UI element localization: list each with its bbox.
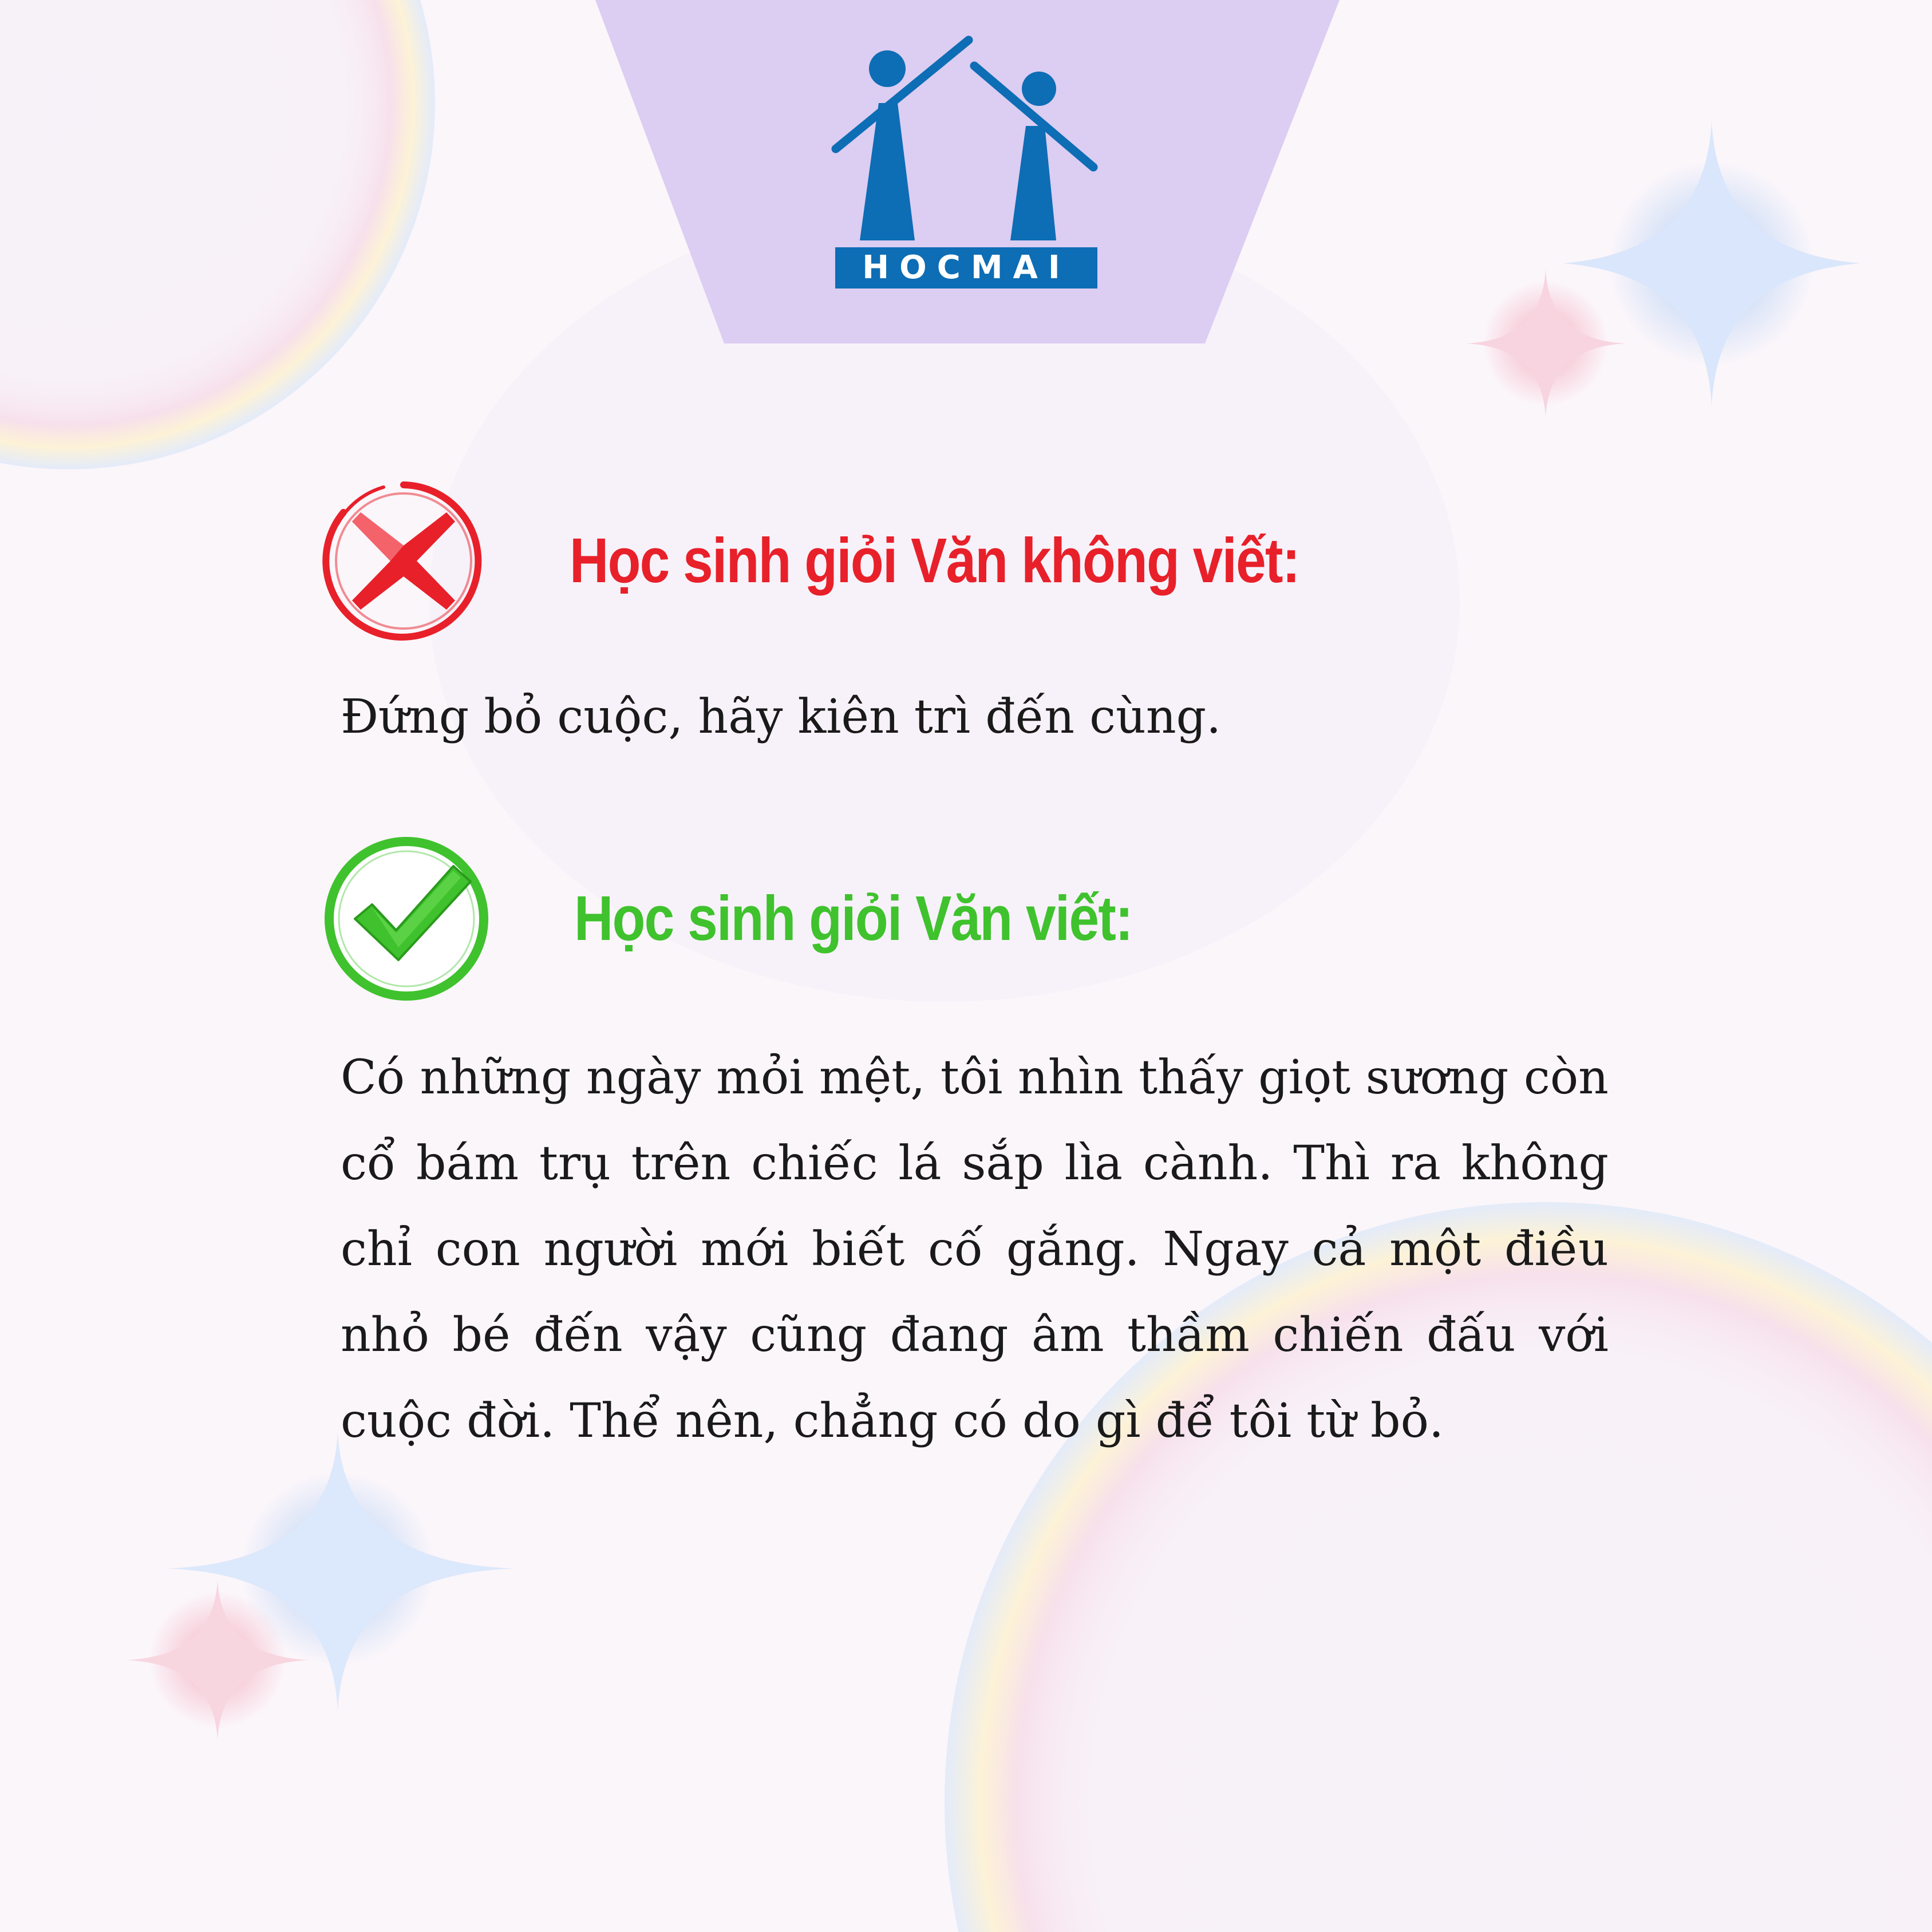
- bad-example-text: Đứng bỏ cuộc, hãy kiên trì đến cùng.: [341, 690, 1222, 744]
- sparkle-star-icon: [1465, 269, 1626, 418]
- red-x-circle-icon: [321, 478, 487, 644]
- heading-good-example: Học sinh giỏi Văn viết:: [574, 883, 1132, 954]
- green-check-circle-icon: [321, 833, 492, 1005]
- logo-wordmark: HOCMAI: [862, 249, 1070, 286]
- good-example-text: Có những ngày mỏi mệt, tôi nhìn thấy giọt sương còn cổ bám trụ trên chiếc lá sắp lìa cành. Thì ra không chỉ con người mới biết cố gắng. Ngay cả một điều nhỏ bé đến vậy cũng đang âm thầm chiến đấu với cuộc đời. Thể nên, chẳng có do gì để tôi từ bỏ.: [341, 1050, 1609, 1448]
- heading-bad-example: Học sinh giỏi Văn không viết:: [570, 526, 1299, 596]
- sparkle-star-icon: [1563, 120, 1860, 406]
